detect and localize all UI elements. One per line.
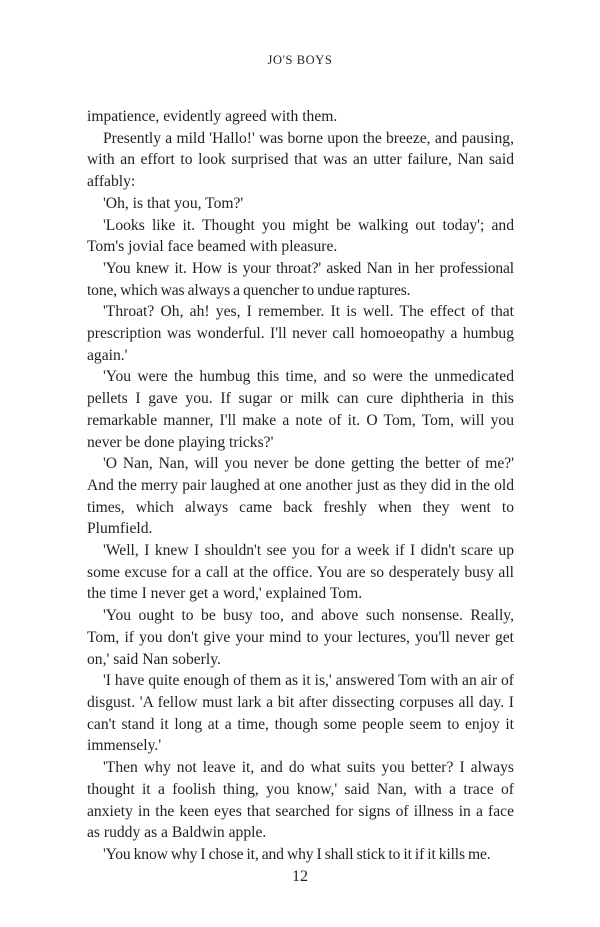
paragraph-continuation: impatience, evidently agreed with them. [87, 108, 338, 125]
paragraph: 'Then why not leave it, and do what suits you better? I always thought it a foolish thing, you know,' said Nan, with a trace of anxiety in the keen eyes that searched for signs of illness in a face as ruddy as a Baldwin apple. [87, 759, 514, 842]
running-head: JO'S BOYS [267, 53, 333, 67]
paragraph: 'You know why I chose it, and why I shall stick to it if it kills me. [103, 845, 491, 863]
page-number: 12 [292, 868, 308, 885]
paragraph: 'O Nan, Nan, will you never be done getting the better of me?' And the merry pair laughed at one another just as they did in the old times, which always came back freshly when they went to Plumfield. [87, 455, 514, 538]
paragraph: 'You were the humbug this time, and so were the unmedicated pellets I gave you. If sugar or milk can cure diphtheria in this remarkable manner, I'll make a note of it. O Tom, Tom, will you never be done playing tricks?' [87, 368, 514, 451]
paragraph: 'You knew it. How is your throat?' asked Nan in her professional tone, which was always a quencher to undue raptures. [87, 259, 514, 299]
body-text [87, 106, 514, 866]
paragraph: 'Looks like it. Thought you might be walking out today'; and Tom's jovial face beamed with pleasure. [87, 216, 514, 256]
paragraph: 'Oh, is that you, Tom?' [103, 194, 244, 212]
paragraph: 'Well, I knew I shouldn't see you for a week if I didn't scare up some excuse for a call at the office. You are so desperately busy all the time I never get a word,' explained Tom. [87, 542, 514, 603]
paragraph: 'You ought to be busy too, and above such nonsense. Really, Tom, if you don't give your mind to your lectures, you'll never get on,' said Nan soberly. [87, 607, 514, 668]
paragraph: Presently a mild 'Hallo!' was borne upon the breeze, and pausing, with an effort to look surprised that was an utter failure, Nan said affably: [87, 129, 514, 191]
paragraph: 'I have quite enough of them as it is,' answered Tom with an air of disgust. 'A fellow must lark a bit after dissecting corpuses all day. I can't stand it long at a time, though some people seem to enjoy it immensely.' [87, 672, 514, 755]
paragraph: 'Throat? Oh, ah! yes, I remember. It is well. The effect of that prescription was wonderful. I'll never call homoeopathy a humbug again.' [87, 303, 514, 364]
